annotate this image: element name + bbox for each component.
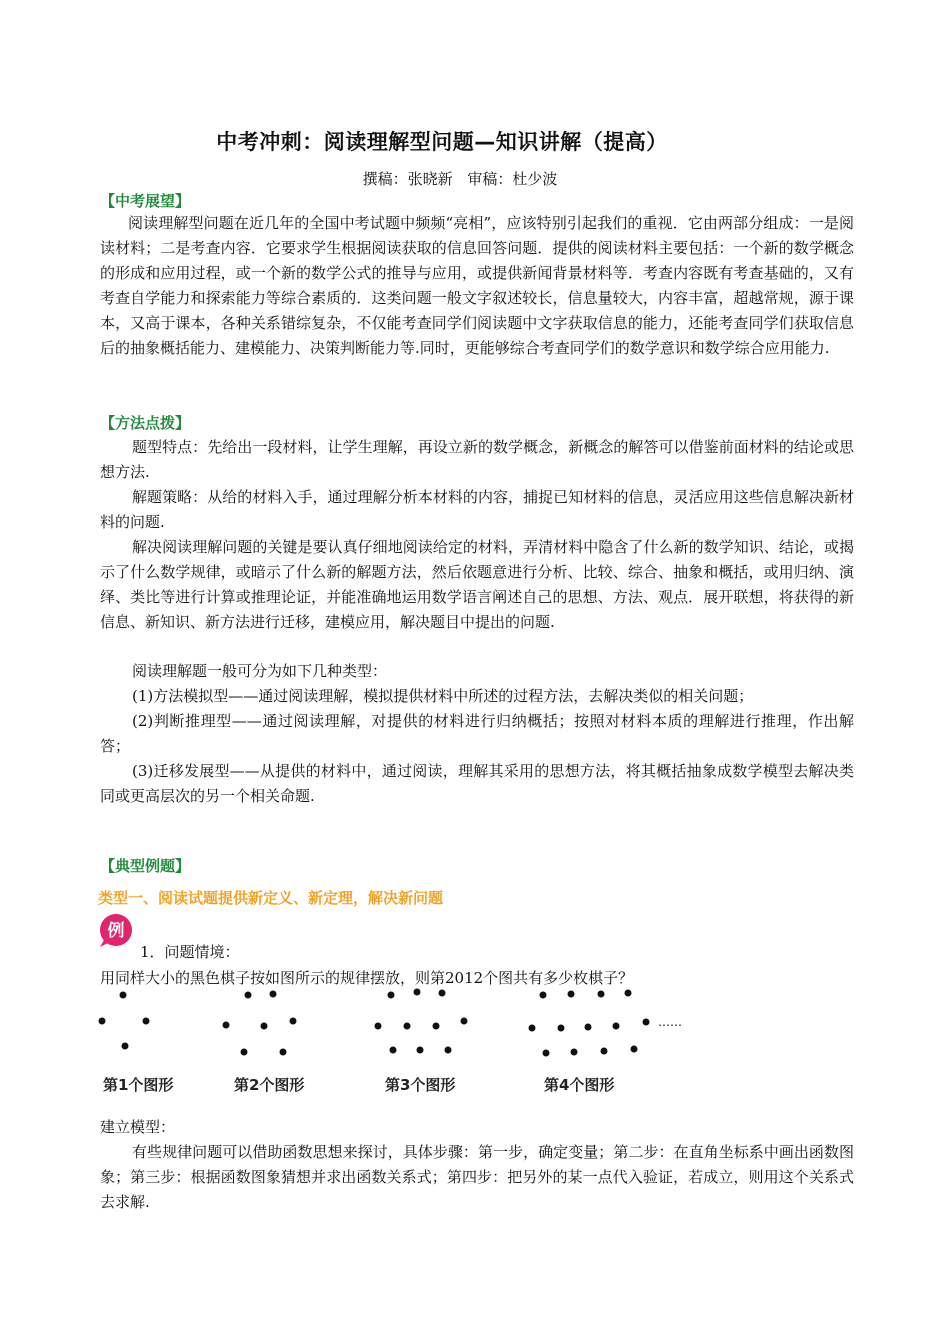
- pattern-3: [375, 989, 468, 1054]
- pattern-1: [99, 992, 150, 1050]
- byline: [0, 168, 920, 189]
- author: 撰稿：张晓新: [362, 170, 453, 188]
- method-type-2: (2)判断推理型——通过阅读理解，对提供的材料进行归纳概括；按照对材料本质的理解进行推理，作出解答；: [100, 712, 854, 755]
- method-paragraph-4: 阅读理解题一般可分为如下几种类型：: [132, 662, 388, 680]
- method-paragraph-3: 解决阅读理解问题的关键是要认真仔细地阅读给定的材料，弄清材料中隐含了什么新的数学知识、结论，或揭示了什么数学规律，或暗示了什么新的解题方法，然后依题意进行分析、比较、综合、抽象和概括，或用归纳、演绎、类比等进行计算或推理论证，并能准确地运用数学语言阐述自己的思想、方法、观点．展开联想，将获得的新信息、新知识、新方法进行迁移，建模应用，解决题目中提出的问题.: [100, 538, 854, 631]
- model-text: 有些规律问题可以借助函数思想来探讨，具体步骤：第一步，确定变量；第二步：在直角坐标系中画出函数图象；第三步：根据函数图象猜想并求出函数关系式；第四步：把另外的某一点代入验证，若成立，则用这个关系式去求解.: [100, 1143, 854, 1211]
- pattern-2: [223, 991, 297, 1056]
- outlook-body: 阅读理解型问题在近几年的全国中考试题中频频“亮相”，应该特别引起我们的重视．它由两部分组成：一是阅读材料；二是考查内容．它要求学生根据阅读获取的信息回答问题．提供的阅读材料主要包括：一个新的数学概念的形成和应用过程，或一个新的数学公式的推导与应用，或提供新闻背景材料等．考查内容既有考查基础的，又有考查自学能力和探索能力等综合素质的．这类问题一般文字叙述较长，信息量较大，内容丰富，超越常规，源于课本，又高于课本，各种关系错综复杂，不仅能考查同学们阅读题中文字获取信息的能力，还能考查同学们获取信息后的抽象概括能力、建模能力、决策判断能力等.同时，更能够综合考查同学们的数学意识和数学综合应用能力.: [100, 214, 854, 357]
- method-type-3: (3)迁移发展型——从提供的材料中，通过阅读，理解其采用的思想方法，将其概括抽象成数学模型去解决类同或更高层次的另一个相关命题.: [100, 762, 854, 805]
- question-text: 用同样大小的黑色棋子按如图所示的规律摆放，则第2012个图共有多少枚棋子？: [100, 969, 634, 987]
- section-heading-examples: 【典型例题】: [100, 857, 191, 875]
- figure-caption-4: 第4个图形: [544, 1076, 615, 1094]
- pattern-4: [529, 990, 650, 1057]
- pattern-ellipsis: ……: [658, 1015, 682, 1029]
- method-paragraph-2: 解题策略：从给的材料入手，通过理解分析本材料的内容，捕捉已知材料的信息，灵活应用这些信息解决新材料的问题.: [100, 488, 854, 531]
- question-label: 1．问题情境：: [140, 943, 240, 961]
- type-one-heading: 类型一、阅读试题提供新定义、新定理，解决新问题: [98, 889, 444, 907]
- figure-caption-3: 第3个图形: [385, 1076, 456, 1094]
- reviewer: 审稿：杜少波: [467, 170, 558, 188]
- model-label: 建立模型：: [100, 1118, 176, 1136]
- method-type-1: (1)方法模拟型——通过阅读理解，模拟提供材料中所述的过程方法，去解决类似的相关问题；: [132, 687, 754, 705]
- method-paragraph-1: 题型特点：先给出一段材料，让学生理解，再设立新的数学概念，新概念的解答可以借鉴前面材料的结论或思想方法.: [100, 438, 854, 481]
- section-heading-method: 【方法点拨】: [100, 414, 191, 432]
- figure-caption-2: 第2个图形: [234, 1076, 305, 1094]
- figure-caption-1: 第1个图形: [103, 1076, 174, 1094]
- section-heading-outlook: 【中考展望】: [100, 192, 191, 210]
- page-title: 中考冲刺：阅读理解型问题—知识讲解（提高）: [216, 130, 668, 154]
- badge-text: 例: [107, 921, 125, 941]
- example-badge-icon: [98, 912, 134, 948]
